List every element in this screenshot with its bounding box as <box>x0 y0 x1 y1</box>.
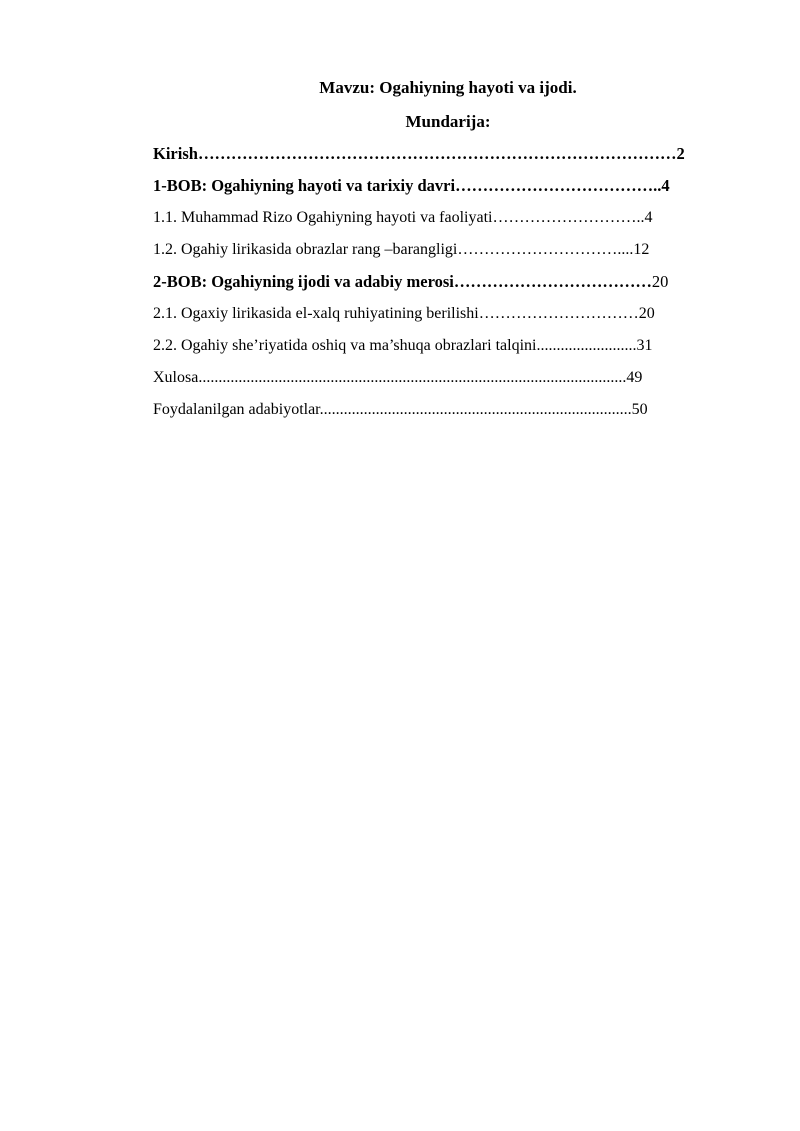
toc-entry-leader: ……………………………….. <box>455 176 662 195</box>
toc-entry-title: 1.1. Muhammad Rizo Ogahiyning hayoti va faoliyati <box>153 209 493 226</box>
contents-heading: Mundarija: <box>405 112 491 131</box>
toc-entry-title: 2.1. Ogaxiy lirikasida el-xalq ruhiyatining berilishi <box>153 305 479 322</box>
toc-entry-title: 1-BOB: Ogahiyning hayoti va tarixiy davri <box>153 176 456 195</box>
toc-entry-title: Kirish <box>153 144 198 163</box>
toc-entry <box>153 301 753 333</box>
toc-entry-page: 4 <box>644 209 653 226</box>
toc-entry-leader: …………………………………………………………………………… <box>197 144 677 163</box>
toc-entry-page: 12 <box>633 241 650 258</box>
toc-entry <box>153 237 753 269</box>
toc-entry-leader: .............................................................................. <box>319 401 632 418</box>
toc-entry-page: 31 <box>636 337 653 354</box>
toc-entry <box>153 269 753 301</box>
toc-entry-page: 50 <box>631 401 648 418</box>
toc-entry-page: 20 <box>651 272 669 291</box>
toc-entry-page: 2 <box>676 144 685 163</box>
toc-entry <box>153 365 753 397</box>
toc-entry <box>153 205 753 237</box>
toc-entry-leader: ………………………… <box>478 305 639 322</box>
toc-entry-page: 4 <box>661 176 670 195</box>
toc-entry-title: 1.2. Ogahiy lirikasida obrazlar rang –barangligi <box>153 241 458 258</box>
toc-entry-title: Xulosa <box>153 369 199 386</box>
toc-entry-leader: ……………………….. <box>492 209 645 226</box>
toc-entry <box>153 397 753 429</box>
toc-entry-leader: ………………………….... <box>457 241 634 258</box>
toc-entry-title: 2-BOB: Ogahiyning ijodi va adabiy merosi <box>153 272 454 291</box>
toc-entry <box>153 173 753 205</box>
toc-entry-page: 49 <box>626 369 643 386</box>
toc-entry-page: 20 <box>638 305 655 322</box>
topic-heading: Mavzu: Ogahiyning hayoti va ijodi. <box>319 78 577 97</box>
toc-entry <box>153 141 753 173</box>
toc-entry-leader: ........................................................................................................... <box>198 369 627 386</box>
toc-entry-leader: ……………………………… <box>453 272 652 291</box>
toc-entry <box>153 333 753 365</box>
toc-entry-title: Foydalanilgan adabiyotlar <box>153 401 320 418</box>
toc-entry-title: 2.2. Ogahiy she’riyatida oshiq va ma’shuqa obrazlari talqini <box>153 337 537 354</box>
toc-entry-leader: ......................... <box>536 337 637 354</box>
table-of-contents <box>153 141 753 429</box>
